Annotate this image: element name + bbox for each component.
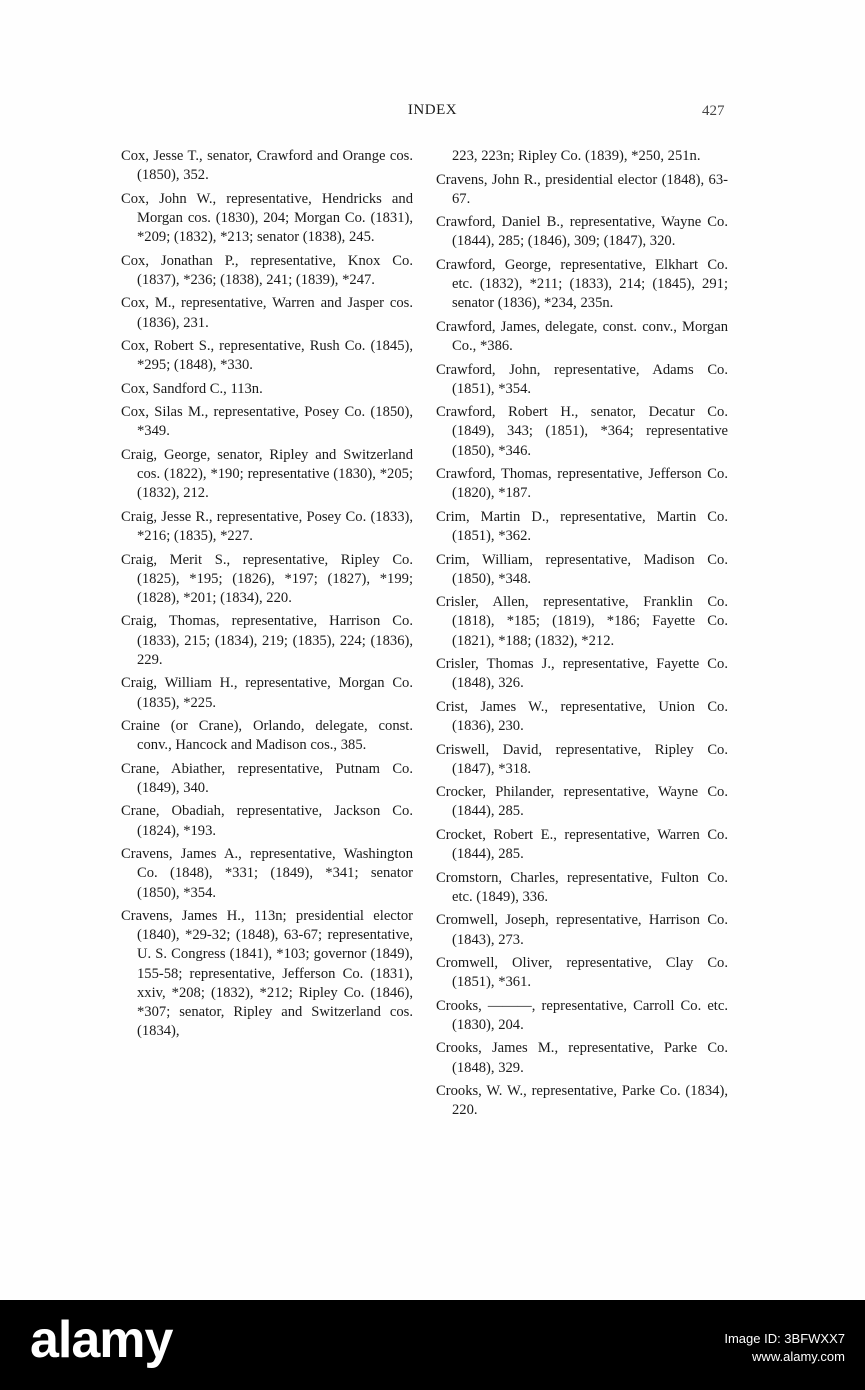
index-entry: Cox, Sandford C., 113n. xyxy=(121,380,263,397)
index-entry: Cox, Robert S., representative, Rush Co. (1845), *295; (1848), *330. xyxy=(121,338,413,374)
index-entry: Crim, William, representative, Madison Co. (1850), *348. xyxy=(436,551,728,587)
index-entry: Crane, Abiather, representative, Putnam Co. (1849), 340. xyxy=(121,760,413,796)
index-entry: Crisler, Allen, representative, Franklin Co. (1818), *185; (1819), *186; Fayette Co. (1821), *188; (1832), *212. xyxy=(436,594,728,649)
index-entry: Crawford, George, representative, Elkhart Co. etc. (1832), *211; (1833), 214; (1845), 291; senator (1836), *234, 235n. xyxy=(436,256,728,312)
image-id: Image ID: 3BFWXX7 xyxy=(724,1331,845,1346)
index-entry: Cromwell, Joseph, representative, Harrison Co. (1843), 273. xyxy=(436,912,728,948)
index-entry: Crawford, Daniel B., representative, Wayne Co. (1844), 285; (1846), 309; (1847), 320. xyxy=(436,214,728,250)
index-entry: Crawford, Thomas, representative, Jefferson Co. (1820), *187. xyxy=(436,466,728,502)
index-entry: Criswell, David, representative, Ripley Co. (1847), *318. xyxy=(436,741,728,777)
index-entry: Crooks, James M., representative, Parke Co. (1848), 329. xyxy=(436,1040,728,1076)
index-entry: Craig, William H., representative, Morgan Co. (1835), *225. xyxy=(121,675,413,711)
image-info xyxy=(724,1330,845,1366)
index-entry: Cravens, James A., representative, Washington Co. (1848), *331; (1849), *341; senator (1850), *354. xyxy=(121,846,413,901)
index-entry: Crist, James W., representative, Union Co. (1836), 230. xyxy=(436,698,728,735)
index-entry: Cravens, John R., presidential elector (1848), 63-67. xyxy=(436,171,728,207)
index-entry: Craig, Thomas, representative, Harrison Co. (1833), 215; (1834), 219; (1835), 224; (1836), 229. xyxy=(121,613,413,668)
index-column-left xyxy=(121,147,413,1046)
index-entry: Cromwell, Oliver, representative, Clay Co. (1851), *361. xyxy=(436,955,728,991)
index-entry: Crawford, Robert H., senator, Decatur Co. (1849), 343; (1851), *364; representative (1850), *346. xyxy=(436,404,728,459)
running-header: INDEX xyxy=(407,102,458,118)
index-column-right xyxy=(436,147,728,1125)
index-entry: Crisler, Thomas J., representative, Fayette Co. (1848), 326. xyxy=(436,656,728,692)
index-entry: Cravens, James H., 113n; presidential elector (1840), *29-32; (1848), 63-67; representative, U. S. Congress (1841), *103; governor (1849), 155-58; representative, Jefferson Co. (1831), xxiv, *208; (1832), *212; Ripley Co. (1846), *307; senator, Ripley and Switzerland cos. (1834), xyxy=(121,908,413,1040)
index-entry: Cox, Jonathan P., representative, Knox Co. (1837), *236; (1838), 241; (1839), *247. xyxy=(121,252,413,288)
index-entry: Crooks, W. W., representative, Parke Co. (1834), 220. xyxy=(436,1083,728,1119)
index-entry: Craig, Jesse R., representative, Posey Co. (1833), *216; (1835), *227. xyxy=(121,508,413,545)
index-entry: Cromstorn, Charles, representative, Fulton Co. etc. (1849), 336. xyxy=(436,869,728,905)
index-entry: Cox, John W., representative, Hendricks and Morgan cos. (1830), 204; Morgan Co. (1831), *209; (1832), *213; senator (1838), 245. xyxy=(121,190,413,246)
stock-banner xyxy=(0,1300,865,1390)
index-entry: Craig, Merit S., representative, Ripley Co. (1825), *195; (1826), *197; (1827), *199; (1828), *201; (1834), 220. xyxy=(121,551,413,606)
index-entry: Crim, Martin D., representative, Martin Co. (1851), *362. xyxy=(436,508,728,545)
index-entry: Cox, Jesse T., senator, Crawford and Orange cos. (1850), 352. xyxy=(121,148,413,184)
alamy-logo: alamy xyxy=(30,1311,173,1369)
index-entry: Craine (or Crane), Orlando, delegate, const. conv., Hancock and Madison cos., 385. xyxy=(121,718,413,754)
index-entry: Crawford, James, delegate, const. conv., Morgan Co., *386. xyxy=(436,318,728,355)
index-entry: Crawford, John, representative, Adams Co. (1851), *354. xyxy=(436,361,728,397)
index-entry: Crane, Obadiah, representative, Jackson Co. (1824), *193. xyxy=(121,803,413,839)
index-entry: Craig, George, senator, Ripley and Switzerland cos. (1822), *190; representative (1830), *205; (1832), 212. xyxy=(121,446,413,502)
index-entry: Cox, Silas M., representative, Posey Co. (1850), *349. xyxy=(121,404,413,440)
index-entry: Cox, M., representative, Warren and Jasper cos. (1836), 231. xyxy=(121,295,413,331)
index-entry: Crooks, ———, representative, Carroll Co. etc. (1830), 204. xyxy=(436,997,728,1033)
page-number: 427 xyxy=(702,103,725,119)
index-entry-continuation: 223, 223n; Ripley Co. (1839), *250, 251n. xyxy=(452,148,701,164)
index-entry: Crocker, Philander, representative, Wayne Co. (1844), 285. xyxy=(436,784,728,820)
index-entry: Crocket, Robert E., representative, Warren Co. (1844), 285. xyxy=(436,826,728,863)
site-url: www.alamy.com xyxy=(752,1349,845,1364)
